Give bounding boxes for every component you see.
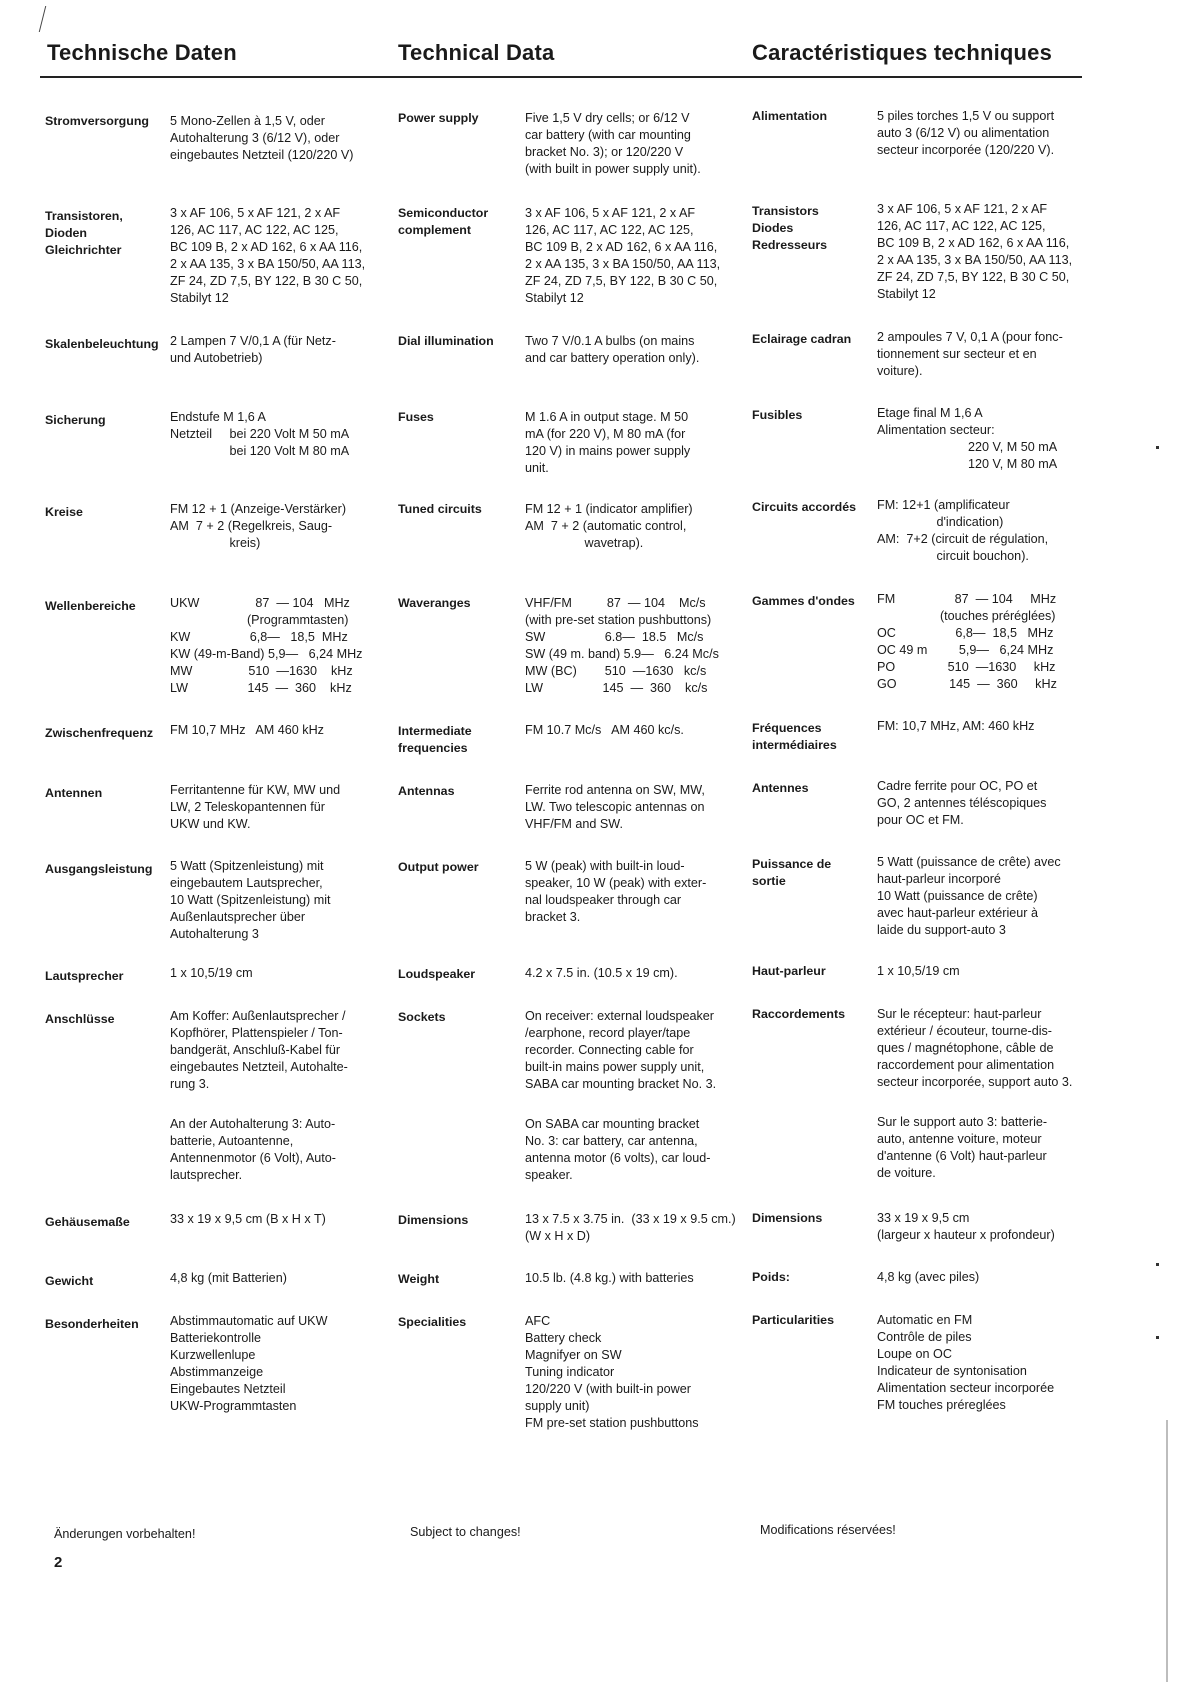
spec-label-de: Lautsprecher [45, 969, 124, 983]
spec-value-en: VHF/FM 87 — 104 Mc/s (with pre-set station pushbuttons) SW 6.8— 18.5 Mc/s SW (49 m. band) 5.9— 6.24 Mc/s MW (BC) 510 —1630 kc/s LW 145 — 360 kc/s [525, 596, 719, 695]
spec-value-de: 4,8 kg (mit Batterien) [170, 1271, 287, 1285]
spec-label-de: Zwischenfrequenz [45, 726, 154, 740]
spec-label-de: Gewicht [45, 1274, 94, 1288]
spec-value-fr: FM: 12+1 (amplificateur d'indication) AM: 7+2 (circuit de régulation, circuit bouchon). [877, 498, 1049, 563]
header-rule [40, 76, 1082, 78]
header-german: Technische Daten [47, 40, 237, 65]
spec-value-en: FM 12 + 1 (indicator amplifier) AM 7 + 2 (automatic control, wavetrap). [525, 502, 693, 550]
spec-value-fr: Cadre ferrite pour OC, PO et GO, 2 antennes téléscopiques pour OC et FM. [877, 779, 1047, 827]
spec-value-en: On SABA car mounting bracket No. 3: car battery, car antenna, antenna motor (6 volts), car loud- speaker. [525, 1117, 711, 1182]
spec-value-fr: 5 Watt (puissance de crête) avec haut-parleur incorporé 10 Watt (puissance de crête) avec haut-parleur extérieur à laide du support-auto 3 [877, 855, 1061, 937]
spec-label-fr: Eclairage cadran [752, 332, 852, 346]
spec-label-en: Output power [398, 860, 479, 874]
spec-label-en: Specialities [398, 1315, 467, 1329]
spec-value-en: 4.2 x 7.5 in. (10.5 x 19 cm). [525, 966, 678, 980]
spec-label-de: Besonderheiten [45, 1317, 139, 1331]
spec-value-en: FM 10.7 Mc/s AM 460 kc/s. [525, 723, 684, 737]
spec-label-de: Ausgangsleistung [45, 862, 153, 876]
footer-note-de: Änderungen vorbehalten! [54, 1527, 196, 1541]
spec-value-fr: Automatic en FM Contrôle de piles Loupe on OC Indicateur de syntonisation Alimentation secteur incorporée FM touches préreglées [877, 1313, 1055, 1412]
spec-value-en: On receiver: external loudspeaker /earphone, record player/tape recorder. Connecting cable for built-in mains power supply unit, SABA car mounting bracket No. 3. [525, 1009, 717, 1091]
spec-value-en: AFC Battery check Magnifyer on SW Tuning indicator 120/220 V (with built-in power supply unit) FM pre-set station pushbuttons [525, 1314, 699, 1430]
spec-value-de: Abstimmautomatic auf UKW Batteriekontrolle Kurzwellenlupe Abstimmanzeige Eingebautes Netzteil UKW-Programmtasten [170, 1314, 328, 1413]
spec-label-fr: Antennes [752, 781, 809, 795]
footer-note-fr: Modifications réservées! [760, 1523, 896, 1537]
spec-value-de: An der Autohalterung 3: Auto- batterie, Autoantenne, Antennenmotor (6 Volt), Auto- lautsprecher. [170, 1117, 336, 1182]
spec-label-en: Power supply [398, 111, 479, 125]
spec-value-fr: 1 x 10,5/19 cm [877, 964, 960, 978]
spec-value-fr: Sur le récepteur: haut-parleur extérieur / écouteur, tourne-dis- ques / magnétophone, câble de raccordement pour alimentation secteur incorporée, support auto 3. [877, 1007, 1073, 1089]
spec-value-de: UKW 87 — 104 MHz (Programmtasten) KW 6,8— 18,5 MHz KW (49-m-Band) 5,9— 6,24 MHz MW 510 —1630 kHz LW 145 — 360 kHz [170, 596, 363, 695]
edge-mark [1156, 1263, 1159, 1266]
spec-value-en: 5 W (peak) with built-in loud- speaker, 10 W (peak) with exter- nal loudspeaker through car bracket 3. [525, 859, 707, 924]
spec-value-de: 5 Mono-Zellen à 1,5 V, oder Autohalterung 3 (6/12 V), oder eingebautes Netzteil (120/220 V) [170, 114, 354, 162]
spec-value-fr: 3 x AF 106, 5 x AF 121, 2 x AF 126, AC 117, AC 122, AC 125, BC 109 B, 2 x AD 162, 6 x AA 116, 2 x AA 135, 3 x BA 150/50, AA 113, ZF 24, ZD 7,5, BY 122, B 30 C 50, Stabilyt 12 [877, 202, 1073, 301]
spec-label-fr: Haut-parleur [752, 964, 826, 978]
spec-label-fr: Transistors Diodes Redresseurs [752, 204, 828, 252]
binding-edge [1166, 1420, 1168, 1682]
spec-label-en: Intermediate frequencies [398, 724, 472, 755]
spec-value-en: Five 1,5 V dry cells; or 6/12 V car battery (with car mounting bracket No. 3); or 120/220 V (with built in power supply unit). [525, 111, 701, 176]
spec-label-de: Wellenbereiche [45, 599, 136, 613]
spec-label-fr: Poids: [752, 1270, 790, 1284]
spec-label-en: Weight [398, 1272, 440, 1286]
scan-mark [39, 6, 60, 32]
spec-value-en: 13 x 7.5 x 3.75 in. (33 x 19 x 9.5 cm.) (W x H x D) [525, 1212, 736, 1243]
spec-label-en: Semiconductor complement [398, 206, 489, 237]
spec-label-en: Waveranges [398, 596, 471, 610]
spec-label-fr: Alimentation [752, 109, 828, 123]
spec-value-fr: Etage final M 1,6 A Alimentation secteur: 220 V, M 50 mA 120 V, M 80 mA [877, 406, 1058, 471]
spec-value-de: FM 10,7 MHz AM 460 kHz [170, 723, 324, 737]
page-number: 2 [54, 1554, 63, 1571]
header-french: Caractéristiques techniques [752, 40, 1053, 65]
spec-label-fr: Puissance de sortie [752, 857, 832, 888]
spec-value-fr: FM: 10,7 MHz, AM: 460 kHz [877, 719, 1035, 733]
spec-label-de: Gehäusemaße [45, 1215, 130, 1229]
spec-value-fr: 33 x 19 x 9,5 cm (largeur x hauteur x profondeur) [877, 1211, 1055, 1242]
spec-value-en: M 1.6 A in output stage. M 50 mA (for 220 V), M 80 mA (for 120 V) in mains power supply unit. [525, 410, 691, 475]
spec-value-de: 5 Watt (Spitzenleistung) mit eingebautem Lautsprecher, 10 Watt (Spitzenleistung) mit Außenlautsprecher über Autohalterung 3 [170, 859, 331, 941]
spec-label-fr: Raccordements [752, 1007, 845, 1021]
spec-value-fr: 5 piles torches 1,5 V ou support auto 3 (6/12 V) ou alimentation secteur incorporée (120/220 V). [877, 109, 1055, 157]
spec-label-de: Antennen [45, 786, 103, 800]
spec-value-en: Two 7 V/0.1 A bulbs (on mains and car battery operation only). [525, 334, 700, 365]
spec-value-de: Am Koffer: Außenlautsprecher / Kopfhörer, Plattenspieler / Ton- bandgerät, Anschluß-Kabel für eingebautes Netzteil, Autohalte- rung 3. [170, 1009, 348, 1091]
spec-value-de: 1 x 10,5/19 cm [170, 966, 253, 980]
spec-label-de: Transistoren, Dioden Gleichrichter [45, 209, 123, 257]
spec-value-de: 3 x AF 106, 5 x AF 121, 2 x AF 126, AC 117, AC 122, AC 125, BC 109 B, 2 x AD 162, 6 x AA 116, 2 x AA 135, 3 x BA 150/50, AA 113, ZF 24, ZD 7,5, BY 122, B 30 C 50, Stabilyt 12 [170, 206, 366, 305]
header-english: Technical Data [398, 40, 555, 65]
spec-label-fr: Fréquences intermédiaires [752, 721, 837, 752]
spec-label-fr: Particularities [752, 1313, 834, 1327]
spec-value-fr: Sur le support auto 3: batterie- auto, antenne voiture, moteur d'antenne (6 Volt) haut-parleur de voiture. [877, 1115, 1048, 1180]
spec-label-de: Sicherung [45, 413, 106, 427]
spec-value-en: 10.5 lb. (4.8 kg.) with batteries [525, 1271, 694, 1285]
spec-value-fr: 2 ampoules 7 V, 0,1 A (pour fonc- tionnement sur secteur et en voiture). [877, 330, 1063, 378]
spec-label-en: Antennas [398, 784, 455, 798]
spec-value-de: 33 x 19 x 9,5 cm (B x H x T) [170, 1212, 326, 1226]
spec-value-de: Ferritantenne für KW, MW und LW, 2 Teleskopantennen für UKW und KW. [170, 783, 341, 831]
spec-value-en: 3 x AF 106, 5 x AF 121, 2 x AF 126, AC 117, AC 122, AC 125, BC 109 B, 2 x AD 162, 6 x AA 116, 2 x AA 135, 3 x BA 150/50, AA 113, ZF 24, ZD 7,5, BY 122, B 30 C 50, Stabilyt 12 [525, 206, 721, 305]
spec-value-fr: 4,8 kg (avec piles) [877, 1270, 980, 1284]
spec-value-de: 2 Lampen 7 V/0,1 A (für Netz- und Autobetrieb) [170, 334, 336, 365]
spec-label-fr: Dimensions [752, 1211, 823, 1225]
edge-mark [1156, 1336, 1159, 1339]
spec-label-en: Fuses [398, 410, 434, 424]
spec-label-de: Anschlüsse [45, 1012, 115, 1026]
spec-label-en: Tuned circuits [398, 502, 482, 516]
spec-value-fr: FM 87 — 104 MHz (touches préréglées) OC 6,8— 18,5 MHz OC 49 m 5,9— 6,24 MHz PO 510 —1630 kHz GO 145 — 360 kHz [877, 592, 1057, 691]
spec-label-en: Dial illumination [398, 334, 494, 348]
spec-label-en: Dimensions [398, 1213, 469, 1227]
spec-label-de: Stromversorgung [45, 114, 149, 128]
spec-value-de: Endstufe M 1,6 A Netzteil bei 220 Volt M 50 mA bei 120 Volt M 80 mA [170, 410, 350, 458]
spec-value-en: Ferrite rod antenna on SW, MW, LW. Two telescopic antennas on VHF/FM and SW. [525, 783, 705, 831]
spec-label-en: Loudspeaker [398, 967, 476, 981]
edge-mark [1156, 446, 1159, 449]
spec-value-de: FM 12 + 1 (Anzeige-Verstärker) AM 7 + 2 (Regelkreis, Saug- kreis) [170, 502, 347, 550]
spec-label-en: Sockets [398, 1010, 446, 1024]
spec-label-fr: Gammes d'ondes [752, 594, 855, 608]
spec-label-fr: Circuits accordés [752, 500, 856, 514]
spec-label-de: Skalenbeleuchtung [45, 337, 159, 351]
spec-label-fr: Fusibles [752, 408, 803, 422]
footer-note-en: Subject to changes! [410, 1525, 521, 1539]
spec-label-de: Kreise [45, 505, 83, 519]
